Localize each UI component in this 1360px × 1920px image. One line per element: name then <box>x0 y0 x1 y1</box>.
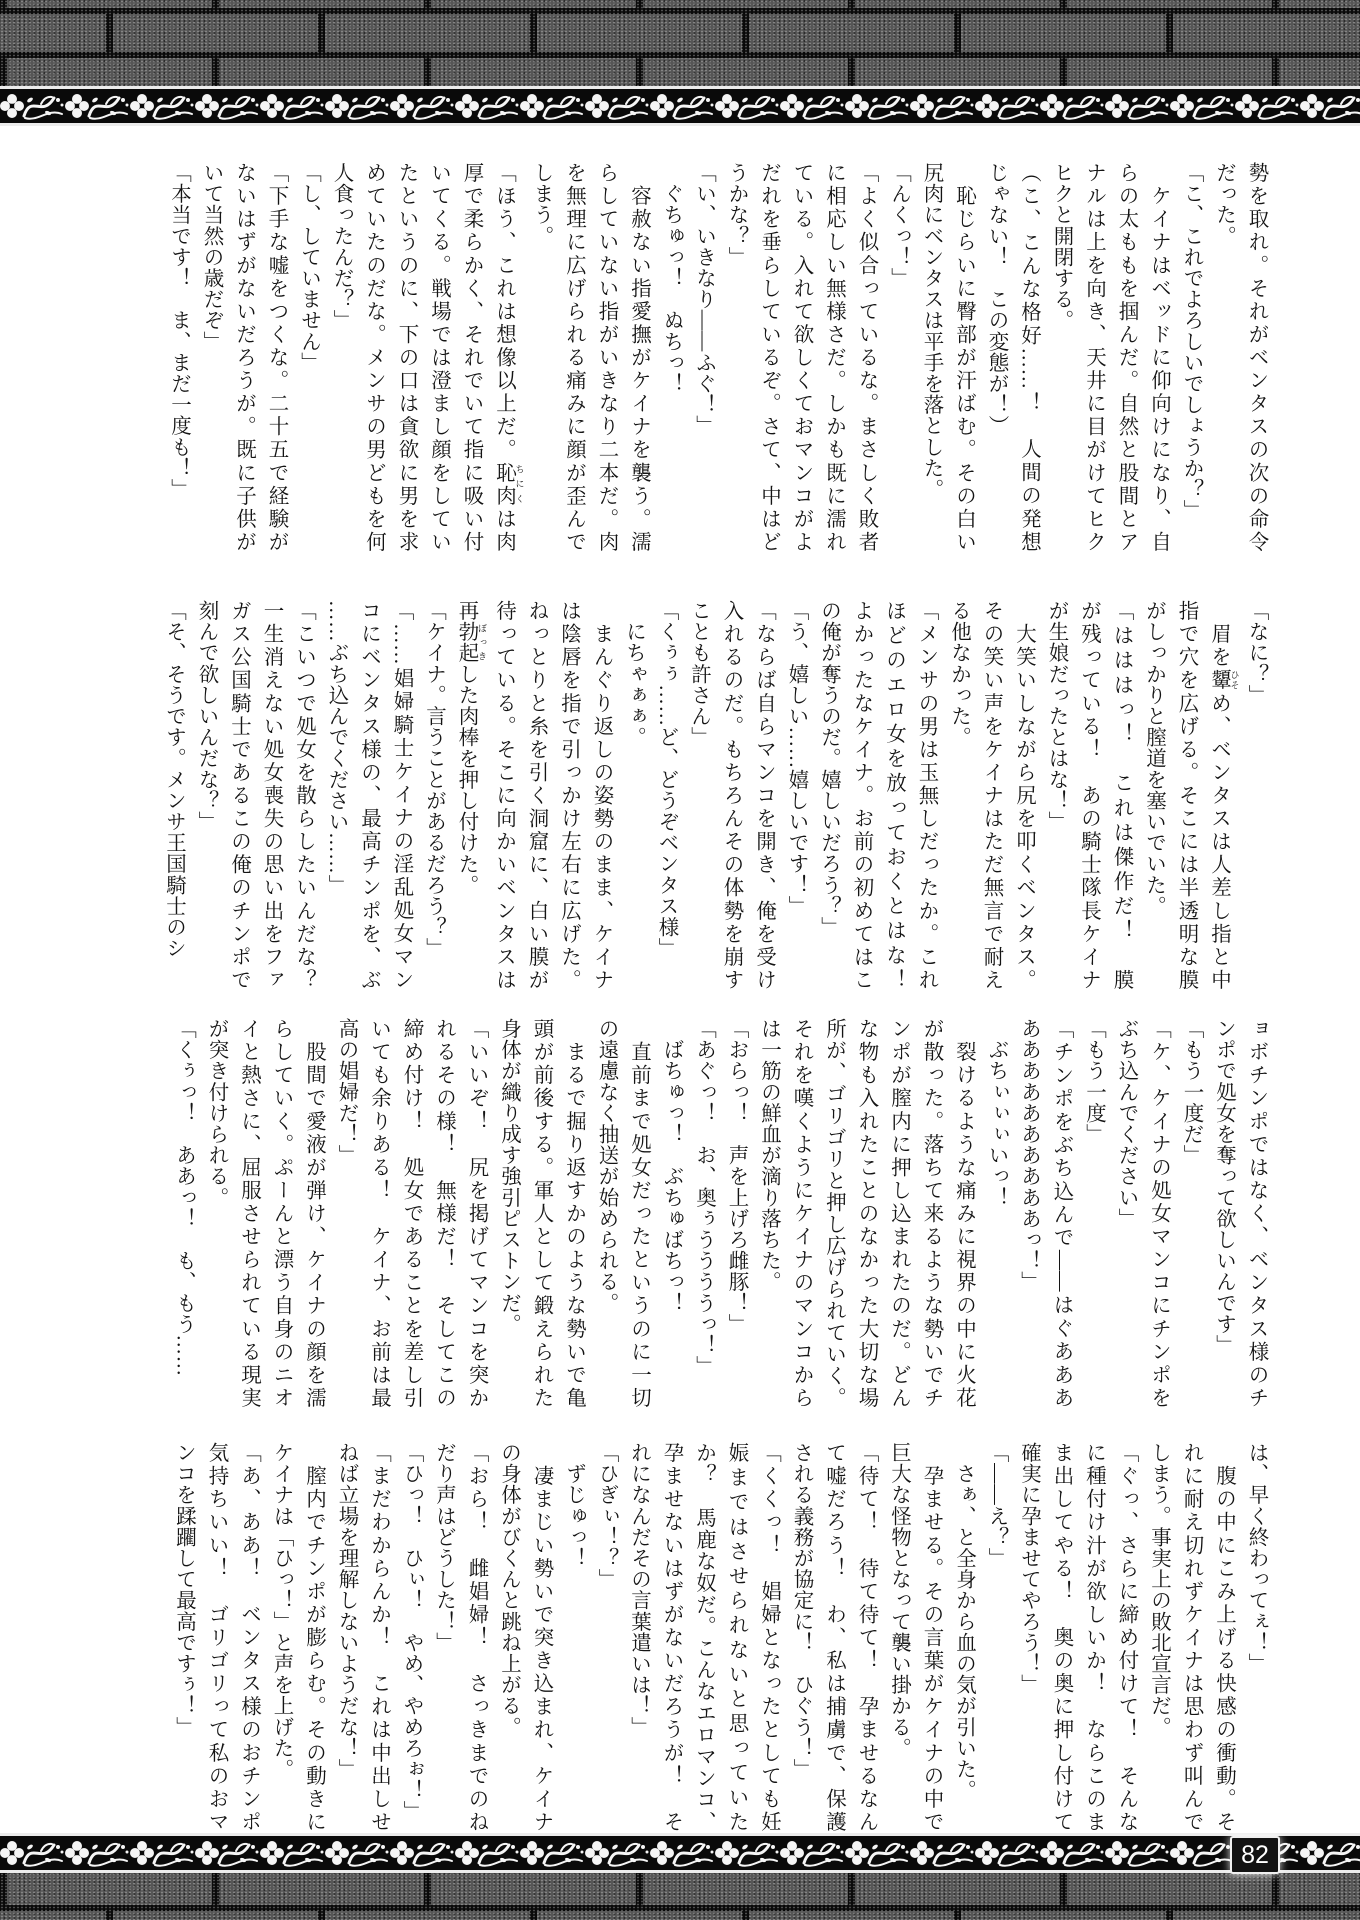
text-line: 所が、ゴリゴリと押し広げられていく。 <box>822 1018 845 1408</box>
text-line: ずじゅっ！ <box>562 1442 585 1569</box>
flower-vine-icon <box>455 1838 520 1868</box>
flower-vine-icon <box>325 1838 390 1868</box>
text-line: ……ぶち込んでください……」 <box>325 600 347 896</box>
page-number-badge <box>1230 1836 1280 1874</box>
text-line: 「んくっ！」 <box>887 162 910 289</box>
text-line: 入れるのだ。もちろんその体勢を崩す <box>720 600 742 990</box>
flower-vine-icon <box>520 1838 585 1868</box>
text-line: イと熱さに、屈服させられている現実 <box>237 1018 260 1408</box>
text-line: 再勃起 ぼっきした肉棒を押し付けた。 <box>455 600 487 896</box>
text-line: 「ほう、これは想像以上だ。恥肉 ちにくは肉 <box>492 162 525 552</box>
text-line: 「ケイナ。言うことがあるだろう？」 <box>422 600 445 959</box>
text-line: ケイナは「ひっ！」と声を上げた。 <box>270 1442 292 1780</box>
text-line: ぶちぃぃぃいっ！ <box>985 1018 1007 1208</box>
text-line: の俺が奪うのだ。嬉しいだろう？」 <box>817 600 840 938</box>
flower-vine-icon <box>910 1838 975 1868</box>
flower-vine-icon <box>1300 1838 1360 1868</box>
text-line: 容赦ない指愛撫がケイナを襲う。濡 <box>627 162 650 552</box>
text-line: ほどのエロ女を放っておくとはな！ <box>882 600 905 990</box>
text-line: ナルは上を向き、天井に目がけてヒク <box>1082 162 1105 552</box>
text-line: か？ 馬鹿な奴だ。こんなエロマンコ、 <box>692 1442 715 1832</box>
text-line: 恥じらいに臀部が汗ばむ。その白い <box>952 162 975 552</box>
text-line: らしていく。ぷーんと漂う自身のニオ <box>270 1018 292 1408</box>
text-line: は、早く終わってぇ！」 <box>1245 1442 1267 1675</box>
text-line: 指で穴を広げる。そこには半透明な膜 <box>1175 600 1197 990</box>
text-line: 「まだわからんか！ これは中出しせ <box>367 1442 390 1832</box>
flower-vine-icon <box>195 1838 260 1868</box>
text-line: ョボチンポではなく、ベンタス様のチ <box>1245 1018 1267 1408</box>
text-line: 一生消えない処女喪失の思い出をファ <box>260 600 282 990</box>
text-line: ガス公国騎士であるこの俺のチンポで <box>227 600 250 990</box>
text-line: いてくる。戦場では澄まし顔をしてい <box>427 162 450 552</box>
text-line: 「こいつで処女を散らしたいんだな？ <box>292 600 315 990</box>
text-line: ている。入れて欲しくておマンコがよ <box>790 162 812 552</box>
text-line: 眉を顰 ひそめ、ベンタスは人差し指と中 <box>1207 600 1240 990</box>
text-line: 「う、嬉しい……嬉しいです！」 <box>785 600 807 917</box>
bottom-brick-border <box>0 1873 1360 1920</box>
text-line: 尻肉にベンタスは平手を落とした。 <box>920 162 942 500</box>
flower-vine-icon <box>780 91 845 121</box>
text-line: 人食ったんだ？」 <box>330 162 352 331</box>
bottom-ornament-band <box>0 1833 1360 1873</box>
text-line: （こ、こんな格好……！ 人間の発想 <box>1017 162 1040 552</box>
text-line: 待っている。そこに向かいベンタスは <box>492 600 515 990</box>
text-line: 「い、いきなり――ふぐ！」 <box>692 162 715 437</box>
text-line: 「あ、ああ！ ベンタス様のおチンポ <box>237 1442 260 1832</box>
flower-vine-icon <box>0 1838 65 1868</box>
text-band-1 <box>167 162 1272 552</box>
text-line: 身体が織り成す強引ピストンだ。 <box>497 1018 520 1335</box>
text-line: 直前まで処女だったというのに一切 <box>627 1018 650 1408</box>
text-line: 腹の中にこみ上げる快感の衝動。そ <box>1212 1442 1235 1832</box>
flower-vine-icon <box>195 91 260 121</box>
text-line: 裂けるような痛みに視界の中に火花 <box>952 1018 975 1408</box>
text-line: 締め付け！ 処女であることを差し引 <box>400 1018 422 1408</box>
text-line: 孕ませないはずがないだろうが！ そ <box>660 1442 682 1832</box>
text-line: 「おらっ！ 声を上げろ雌豚！」 <box>725 1018 747 1335</box>
text-line: 「くぅっ！ ああっ！ も、もう…… <box>172 1018 195 1377</box>
text-line: れに耐え切れずケイナは思わず叫んで <box>1180 1442 1202 1832</box>
text-line: される義務が協定に！ ひぐう！」 <box>790 1442 812 1780</box>
text-line: 高の娼婦だ！」 <box>335 1018 357 1166</box>
flower-vine-icon <box>1170 91 1235 121</box>
text-line: 厚で柔らかく、それでいて指に吸い付 <box>460 162 482 552</box>
text-line: 刻んで欲しいんだな？」 <box>195 600 217 833</box>
text-line: らしていない指がいきなり二本だ。肉 <box>595 162 617 552</box>
flower-vine-icon <box>910 91 975 121</box>
text-line: 「チンポをぶち込んで――はぐあああ <box>1050 1018 1072 1408</box>
flower-vine-icon <box>65 91 130 121</box>
text-line: 膣内でチンポが膨らむ。その動きに <box>302 1442 325 1832</box>
text-line: が散った。落ちて来るような勢いでチ <box>920 1018 942 1408</box>
text-band-3 <box>167 1018 1272 1408</box>
text-line: だれを垂らしているぞ。さて、中はど <box>757 162 780 552</box>
text-line: にちゃぁぁ。 <box>622 600 645 748</box>
flower-vine-icon <box>390 91 455 121</box>
text-line: だり声はどうした！」 <box>432 1442 455 1653</box>
text-line: 「待て！ 待て待て！ 孕ませるなん <box>855 1442 877 1832</box>
text-line: 「おら！ 雌娼婦！ さっきまでのね <box>465 1442 487 1832</box>
text-line: 「し、していません」 <box>297 162 320 373</box>
flower-vine-icon <box>455 91 520 121</box>
text-line: 勢を取れ。それがベンタスの次の命令 <box>1245 162 1267 552</box>
text-line: ンポが膣内に押し込まれたのだ。どん <box>887 1018 910 1408</box>
text-line: 「ひっ！ ひぃ！ やめ、やめろぉ！」 <box>400 1442 422 1822</box>
text-line: 「くぅぅ……ど、どうぞベンタス様」 <box>655 600 677 959</box>
text-line: は陰唇を指で引っかけ左右に広げた。 <box>557 600 580 990</box>
flower-vine-icon <box>845 1838 910 1868</box>
flower-vine-icon <box>260 1838 325 1868</box>
text-line: 気持ちいい！ ゴリゴリって私のおマ <box>205 1442 227 1832</box>
text-line: ヒクと開閉する。 <box>1050 162 1072 331</box>
flower-vine-icon <box>130 91 195 121</box>
text-line: 「ならば自らマンコを開き、俺を受け <box>752 600 775 990</box>
text-line: な物も入れたことのなかった大切な場 <box>855 1018 877 1408</box>
text-line: よかったなケイナ。お前の初めてはこ <box>850 600 872 990</box>
text-line: を無理に広げられる痛みに顔が歪んで <box>562 162 585 552</box>
flower-vine-icon <box>780 1838 845 1868</box>
text-line: ぶち込んでください」 <box>1115 1018 1137 1229</box>
flower-vine-icon <box>715 91 780 121</box>
text-line: 股間で愛液が弾け、ケイナの顔を濡 <box>302 1018 325 1408</box>
text-line: の遠慮なく抽送が始められる。 <box>595 1018 617 1314</box>
text-line: て嘘だろう！ わ、私は捕虜で、保護 <box>822 1442 845 1832</box>
text-line: る他なかった。 <box>947 600 970 748</box>
text-line: ことも許さん」 <box>687 600 710 748</box>
flower-vine-icon <box>1105 91 1170 121</box>
text-line: しまう。事実上の敗北宣言だ。 <box>1147 1442 1170 1738</box>
text-line: 娠まではさせられないと思っていた <box>725 1442 747 1832</box>
flower-vine-icon <box>585 1838 650 1868</box>
text-line: いても余りある！ ケイナ、お前は最 <box>367 1018 390 1408</box>
text-line: の身体がびくんと跳ね上がる。 <box>497 1442 520 1738</box>
flower-vine-icon <box>520 91 585 121</box>
text-line: 「はははっ！ これは傑作だ！ 膜 <box>1110 600 1132 990</box>
text-line: しまう。 <box>530 162 552 247</box>
text-line: ンコを蹂躙して最高ですぅ！」 <box>172 1442 195 1738</box>
text-line: に相応しい無様さだ。しかも既に濡れ <box>822 162 845 552</box>
flower-vine-icon <box>260 91 325 121</box>
text-line: 頭が前後する。軍人として鍛えられた <box>530 1018 552 1408</box>
text-line: たというのに、下の口は貪欲に男を求 <box>395 162 417 552</box>
text-line: それを嘆くようにケイナのマンコから <box>790 1018 812 1408</box>
flower-vine-icon <box>390 1838 455 1868</box>
flower-vine-icon <box>0 91 65 121</box>
text-line: うかな？」 <box>725 162 747 268</box>
top-brick-border <box>0 0 1360 86</box>
text-band-2 <box>162 600 1272 990</box>
flower-vine-icon <box>975 91 1040 121</box>
text-line: 「ひぎぃ！？」 <box>595 1442 617 1590</box>
text-line: ンポで処女を奪って欲しいんです」 <box>1212 1018 1235 1356</box>
flower-vine-icon <box>1300 91 1360 121</box>
text-line: だった。 <box>1212 162 1235 247</box>
text-line: 「よく似合っているな。まさしく敗者 <box>855 162 877 552</box>
text-line: ケイナはベッドに仰向けになり、自 <box>1147 162 1170 552</box>
text-line: 「メンサの男は玉無しだったか。これ <box>915 600 937 990</box>
text-line: ねば立場を理解しないようだな！」 <box>335 1442 357 1780</box>
text-line: 「こ、これでよろしいでしょうか？」 <box>1180 162 1202 521</box>
flower-vine-icon <box>650 91 715 121</box>
text-line: ぐちゅっ！ ぬちっ！ <box>660 162 682 395</box>
text-line: 確実に孕ませてやろう！」 <box>1017 1442 1040 1696</box>
text-line: 「……娼婦騎士ケイナの淫乱処女マン <box>390 600 412 990</box>
text-line: ま出してやる！ 奥の奥に押し付けて <box>1050 1442 1072 1832</box>
text-line: らの太ももを掴んだ。自然と股間とア <box>1115 162 1137 552</box>
text-line: まるで掘り返すかのような勢いで亀 <box>562 1018 585 1408</box>
text-line: 「そ、そうです。メンサ王国騎士のシ <box>162 600 185 959</box>
text-line: 「くくっ！ 娼婦となったとしても妊 <box>757 1442 780 1832</box>
text-line: ないはずがないだろうが。既に子供が <box>232 162 255 552</box>
top-ornament-band <box>0 86 1360 126</box>
text-line: れになんだその言葉遣いは！」 <box>627 1442 650 1738</box>
flower-vine-icon <box>650 1838 715 1868</box>
text-line: じゃない！ この変態が！） <box>985 162 1007 437</box>
text-line: 「なに？」 <box>1245 600 1267 706</box>
text-line: ばちゅっ！ ぶちゅばちっ！ <box>660 1018 682 1314</box>
text-line: いて当然の歳だぞ」 <box>200 162 222 352</box>
page-number: 82 <box>1241 1840 1269 1869</box>
text-line: 凄まじい勢いで突き込まれ、ケイナ <box>530 1442 552 1832</box>
flower-vine-icon <box>975 1838 1040 1868</box>
text-line: 「下手な嘘をつくな。二十五で経験が <box>265 162 287 552</box>
text-line: 巨大な怪物となって襲い掛かる。 <box>887 1442 910 1759</box>
flower-vine-icon <box>715 1838 780 1868</box>
flower-vine-icon <box>325 91 390 121</box>
text-line: ああああああああああっ！」 <box>1017 1018 1040 1293</box>
text-line: 「あぐっ！ お、奥ぅううううっ！」 <box>692 1018 715 1377</box>
text-line: その笑い声をケイナはただ無言で耐え <box>980 600 1002 990</box>
flower-vine-icon <box>1170 1838 1235 1868</box>
flower-vine-icon <box>1105 1838 1170 1868</box>
text-line: 「もう一度だ」 <box>1180 1018 1202 1166</box>
text-line: に種付け汁が欲しいか！ ならこのま <box>1082 1442 1105 1832</box>
text-line: 「ケ、ケイナの処女マンコにチンポを <box>1147 1018 1170 1408</box>
text-line: 「――え？」 <box>985 1442 1007 1569</box>
text-line: れるその様！ 無様だ！ そしてこの <box>432 1018 455 1408</box>
flower-vine-icon <box>1235 91 1300 121</box>
text-line: 「もう一度」 <box>1082 1018 1105 1145</box>
text-line: が残っている！ あの騎士隊長ケイナ <box>1077 600 1100 990</box>
flower-vine-icon <box>1040 1838 1105 1868</box>
flower-vine-icon <box>65 1838 130 1868</box>
text-line: まんぐり返しの姿勢のまま、ケイナ <box>590 600 612 990</box>
text-line: が生娘だったとはな！」 <box>1045 600 1067 833</box>
text-line: 「いいぞ！ 尻を掲げてマンコを突か <box>465 1018 487 1408</box>
text-line: 「ぐっ、さらに締め付けて！ そんな <box>1115 1442 1137 1832</box>
text-line: コにベンタス様の、最高チンポを、ぶ <box>357 600 380 990</box>
flower-vine-icon <box>585 91 650 121</box>
flower-vine-icon <box>845 91 910 121</box>
flower-vine-icon <box>130 1838 195 1868</box>
text-line: がしっかりと膣道を塞いでいた。 <box>1142 600 1165 917</box>
text-line: 大笑いしながら尻を叩くベンタス。 <box>1012 600 1035 990</box>
text-line: 「本当です！ ま、まだ一度も！」 <box>167 162 190 500</box>
text-band-4 <box>167 1442 1272 1832</box>
text-line: は一筋の鮮血が滴り落ちた。 <box>757 1018 780 1293</box>
flower-vine-icon <box>1040 91 1105 121</box>
text-line: ねっとりと糸を引く洞窟に、白い膜が <box>525 600 547 990</box>
text-line: めていたのだな。メンサの男どもを何 <box>362 162 385 552</box>
text-line: さぁ、と全身から血の気が引いた。 <box>952 1442 975 1801</box>
text-line: 孕ませる。その言葉がケイナの中で <box>920 1442 942 1832</box>
text-line: が突き付けられる。 <box>205 1018 227 1208</box>
